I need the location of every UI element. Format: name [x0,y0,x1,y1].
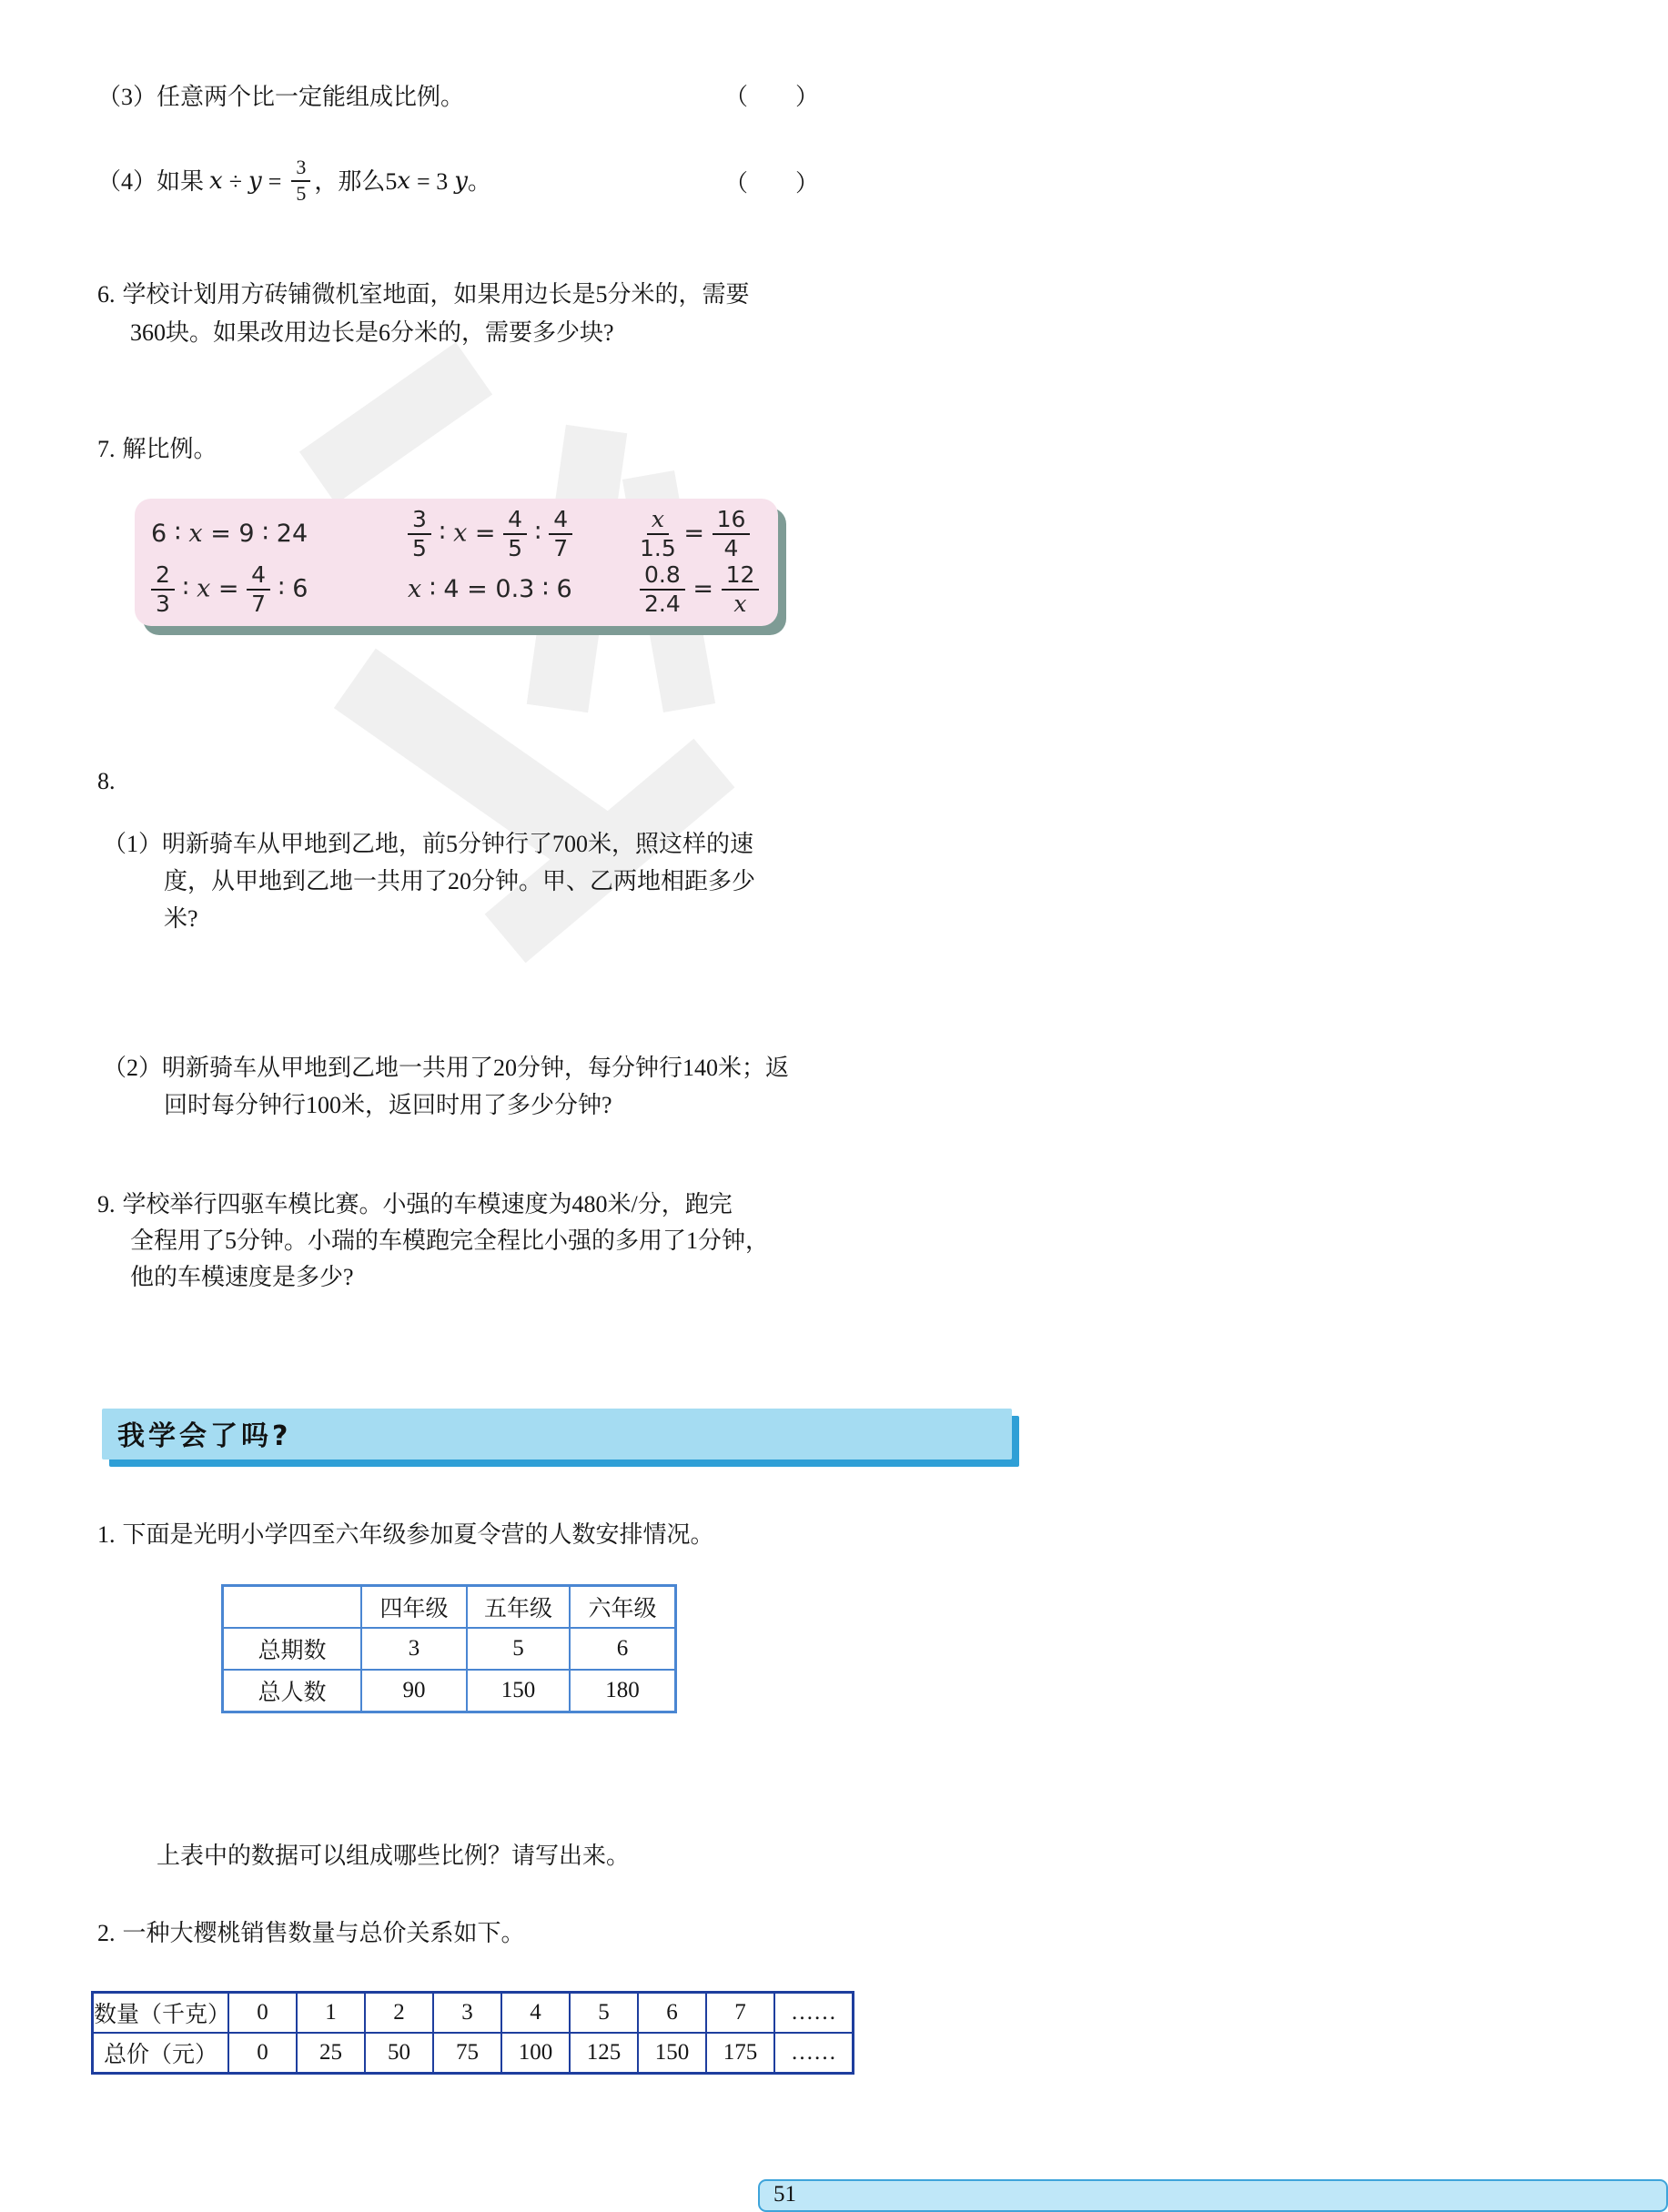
table-cell: 6 [638,1993,706,2034]
table-cell: 3 [361,1628,467,1670]
camp-table [221,1584,677,1713]
question-8-part-1-line-2: 度，从甲地到乙地一共用了20分钟。甲、乙两地相距多少 [164,868,756,894]
judge-item-4-text [97,157,491,205]
judge-item-3-statement: 任意两个比一定能组成比例。 [157,84,465,110]
table-row [223,1670,676,1712]
table-row [223,1628,676,1670]
question-8-part-2-label: （2） [103,1055,163,1081]
section-2-intro [97,1914,1007,1952]
math-var-y: y [454,167,468,195]
judge-item-3 [97,78,819,116]
math-var-y: y [248,167,262,195]
table-row [93,2033,854,2074]
table-cell: 总价（元） [93,2033,229,2074]
table-cell: 4 [501,1993,570,2034]
table-cell: 7 [706,1993,774,2034]
table-row [93,1993,854,2034]
fraction-numerator: 4 [247,562,270,591]
judge-item-3-label: （3） [97,84,157,110]
math-token: = [675,519,713,547]
fraction-denominator: 5 [508,534,523,561]
question-9-text: 学校举行四驱车模比赛。小强的车模速度为480米/分，跑完 [122,1191,733,1217]
question-8-part-1-label: （1） [103,831,163,857]
section-1-text: 下面是光明小学四至六年级参加夏令营的人数安排情况。 [122,1521,714,1548]
section-1-intro [97,1516,1007,1553]
math-fraction [713,507,751,561]
math-token: ∶ [174,574,197,602]
math-token: ，那么5 [314,167,398,195]
question-6-line-1 [97,276,862,314]
table-cell: 1 [297,1993,365,2034]
table-cell: 125 [570,2033,638,2074]
question-8-part-2-text: 明新骑车从甲地到乙地一共用了20分钟，每分钟行140米；返 [162,1055,790,1081]
judge-item-3-answer-blank: （ ） [723,84,819,110]
question-9 [97,1187,871,1296]
math-token: ∶ [430,519,454,547]
math-token: = 3 [417,167,449,195]
question-7-title: 解比例。 [122,436,217,462]
math-var-x: x [188,520,203,548]
math-equals: = [268,167,282,195]
table-cell: 总期数 [223,1628,362,1670]
question-9-number: 9. [97,1191,116,1217]
math-var-x: x [408,575,422,603]
question-6-text: 学校计划用方砖铺微机室地面，如果用边长是5分米的，需要 [122,281,750,308]
math-token: = [684,574,722,602]
table-cell: 5 [570,1993,638,2034]
table-cell: 100 [501,2033,570,2074]
fraction-denominator: 5 [296,182,307,205]
math-token: ∶ 6 [270,574,308,602]
question-6-number: 6. [97,281,116,308]
table-cell: 50 [365,2033,433,2074]
fraction-numerator: 2 [151,562,175,591]
question-6 [97,276,862,352]
fraction-denominator: 1.5 [640,534,676,561]
table-cell: 数量（千克） [93,1993,229,2034]
cherry-price-table [91,1991,854,2075]
math-token: ∶ 4 = 0.3 ∶ 6 [421,575,572,603]
table-cell: 175 [706,2033,774,2074]
question-8-part-2-line-2: 回时每分钟行100米，返回时用了多少分钟? [164,1092,612,1118]
question-8-number: 8. [97,768,116,794]
judge-item-4-answer-blank: （ ） [723,169,819,197]
table-cell: 0 [228,2033,297,2074]
math-token: = [210,574,248,602]
fraction-denominator: 2.4 [644,590,681,617]
question-8-part-1-line-1 [103,825,867,863]
section-1-note: 上表中的数据可以组成哪些比例？请写出来。 [157,1843,631,1869]
page-number-badge: 51 [758,2179,1668,2212]
math-fraction [640,562,685,617]
fraction-numerator: 0.8 [640,562,685,591]
table-cell [223,1586,362,1629]
fraction-denominator: 3 [156,590,170,617]
fraction-numerator: 12 [722,562,760,591]
table-cell: 180 [570,1670,676,1712]
table-cell: 五年级 [467,1586,570,1629]
equation-5 [408,575,572,603]
table-row [223,1586,676,1629]
fraction-numerator: 16 [713,507,751,535]
judge-item-3-text [97,78,464,116]
math-var-x: x [397,167,411,195]
math-fraction [640,507,676,561]
table-cell: 总人数 [223,1670,362,1712]
section-2-number: 2. [97,1920,116,1946]
table-cell: 5 [467,1628,570,1670]
question-8-part-2 [103,1049,885,1124]
fraction-denominator: 7 [251,590,267,617]
math-fraction [503,507,527,561]
question-8-part-2-line-1 [103,1049,885,1086]
table-cell: 0 [228,1993,297,2034]
math-token: = [467,519,504,547]
math-var-x: x [209,167,223,195]
question-6-line-2: 360块。如果改用边长是6分米的，需要多少块? [130,319,614,346]
math-fraction [408,507,431,561]
math-fraction [291,157,310,205]
judge-item-4 [97,152,819,210]
table-cell: 25 [297,2033,365,2074]
math-token: = 9 ∶ 24 [202,520,308,548]
section-2-text: 一种大樱桃销售数量与总价关系如下。 [122,1920,525,1946]
question-9-line-2: 全程用了5分钟。小瑞的车模跑完全程比小强的多用了1分钟， [130,1227,770,1254]
question-7-number: 7. [97,436,116,462]
math-fraction [247,562,270,617]
question-8-part-1-line-3: 米? [164,905,198,932]
math-fraction [151,562,175,617]
question-9-line-1 [97,1187,871,1223]
table-cell: 75 [433,2033,501,2074]
fraction-numerator: 3 [291,157,310,182]
table-cell: 90 [361,1670,467,1712]
fraction-denominator: 7 [553,534,569,561]
equation-6 [640,562,759,617]
section-1-number: 1. [97,1521,116,1548]
table-cell: 2 [365,1993,433,2034]
math-fraction [549,507,572,561]
table-cell: 3 [433,1993,501,2034]
fraction-denominator: x [733,590,747,617]
solve-proportions-box [135,499,778,626]
question-8-part-1 [103,825,867,937]
table-cell: …… [774,2033,854,2074]
math-token: ∶ [527,519,550,547]
fraction-numerator: x [647,507,669,535]
question-9-line-3: 他的车模速度是多少? [130,1264,354,1290]
table-cell: 六年级 [570,1586,676,1629]
fraction-denominator: 5 [412,534,427,561]
question-7 [97,430,1007,468]
equation-1 [151,520,308,548]
table-cell: 四年级 [361,1586,467,1629]
equation-2 [408,507,572,561]
watermark-shape [299,342,492,504]
math-operator: ÷ [228,167,242,195]
math-token: 。 [467,167,491,195]
section-banner: 我学会了吗? [102,1409,1012,1460]
equation-3 [640,507,750,561]
question-8-part-1-text: 明新骑车从甲地到乙地，前5分钟行了700米，照这样的速 [162,831,754,857]
table-cell: 6 [570,1628,676,1670]
table-cell: 150 [638,2033,706,2074]
judge-item-4-label: （4） [97,167,157,195]
math-token: 6 ∶ [151,520,189,548]
math-token: 如果 [157,167,205,195]
table-cell: …… [774,1993,854,2034]
fraction-numerator: 3 [408,507,431,535]
fraction-denominator: 4 [723,534,739,561]
math-fraction [722,562,760,617]
equation-4 [151,562,308,617]
math-var-x: x [453,519,468,547]
fraction-numerator: 4 [503,507,527,535]
math-var-x: x [197,574,211,602]
table-cell: 150 [467,1670,570,1712]
fraction-numerator: 4 [549,507,572,535]
